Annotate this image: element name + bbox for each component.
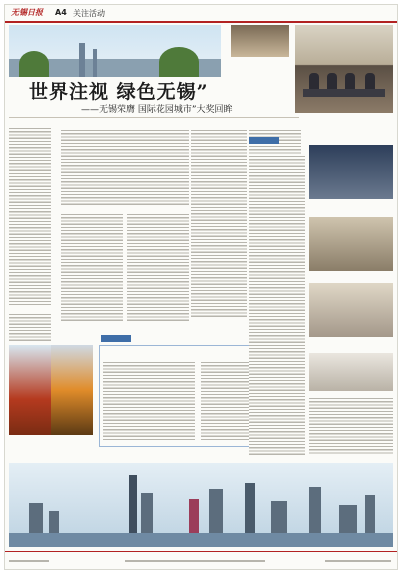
newspaper-page: [4, 4, 398, 570]
page-footer: [5, 551, 397, 570]
hero-photo: [9, 25, 221, 77]
section-tag: [101, 335, 131, 342]
divider: [9, 117, 299, 118]
article-text-block: [191, 129, 247, 319]
article-subhead: ——无锡荣膺 国际花园城市”大奖回眸: [81, 105, 233, 115]
article-text-block: [249, 155, 305, 455]
article-text-block: [127, 213, 189, 321]
section-tag: [249, 137, 279, 144]
delegation-photo: [309, 283, 393, 337]
autumn-trees-photo: [9, 345, 51, 435]
award-photo: [309, 217, 393, 271]
meeting-photo-small: [231, 25, 289, 57]
newspaper-logo: 无锡日报: [11, 7, 43, 17]
article-text-block: [9, 127, 51, 307]
article-text-block: [61, 213, 123, 321]
section-code: A4: [55, 8, 67, 17]
article-text-block: [103, 361, 195, 441]
article-text-block: [9, 313, 51, 341]
autumn-city-photo: [51, 345, 93, 435]
section-name: 关注活动: [73, 9, 105, 18]
article-text-block: [309, 397, 393, 455]
panel-photo: [309, 353, 393, 391]
article-headline: 世界注视 绿色无锡”: [29, 81, 209, 103]
masthead: [5, 5, 397, 23]
meeting-photo-large: [295, 25, 393, 113]
city-skyline-photo: [9, 463, 393, 547]
ceremony-photo: [309, 145, 393, 199]
article-text-block: [61, 129, 189, 207]
